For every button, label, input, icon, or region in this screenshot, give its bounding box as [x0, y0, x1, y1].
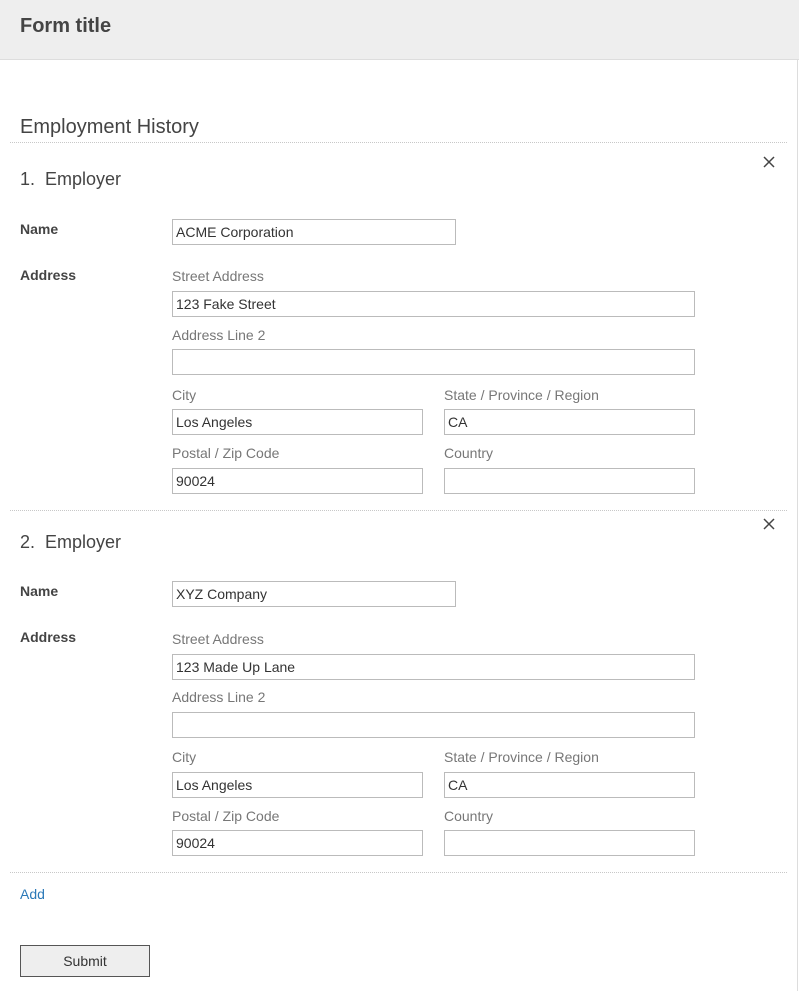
state-label: State / Province / Region [444, 749, 599, 765]
country-input[interactable] [444, 468, 695, 494]
street-address-label: Street Address [172, 631, 264, 647]
postal-code-label: Postal / Zip Code [172, 808, 280, 824]
state-input[interactable] [444, 409, 695, 435]
state-input[interactable] [444, 772, 695, 798]
form-right-border [797, 59, 798, 991]
address-line-2-label: Address Line 2 [172, 327, 266, 343]
address-label: Address [20, 629, 77, 645]
close-icon [761, 516, 777, 532]
state-label: State / Province / Region [444, 387, 599, 403]
close-icon [761, 154, 777, 170]
remove-employer-2-button[interactable] [761, 516, 777, 532]
postal-code-label: Postal / Zip Code [172, 445, 280, 461]
add-employer-link[interactable]: Add [20, 886, 45, 902]
address-line-2-input[interactable] [172, 712, 695, 738]
form-title: Form title [20, 15, 112, 37]
remove-employer-1-button[interactable] [761, 154, 777, 170]
street-address-label: Street Address [172, 268, 264, 284]
address-label: Address [20, 267, 77, 283]
country-input[interactable] [444, 830, 695, 856]
postal-code-input[interactable] [172, 468, 423, 494]
postal-code-input[interactable] [172, 830, 423, 856]
entries-end-divider [10, 872, 787, 873]
form-header [0, 0, 799, 60]
submit-button[interactable]: Submit [20, 945, 150, 977]
employer-name-input[interactable] [172, 219, 456, 245]
entry-divider [10, 510, 787, 511]
country-label: Country [444, 445, 494, 461]
city-input[interactable] [172, 409, 423, 435]
address-line-2-input[interactable] [172, 349, 695, 375]
city-input[interactable] [172, 772, 423, 798]
address-line-2-label: Address Line 2 [172, 689, 266, 705]
country-label: Country [444, 808, 494, 824]
employer-name-input[interactable] [172, 581, 456, 607]
name-label: Name [20, 221, 59, 237]
street-address-input[interactable] [172, 654, 695, 680]
name-label: Name [20, 583, 59, 599]
section-title: Employment History [20, 116, 199, 138]
street-address-input[interactable] [172, 291, 695, 317]
employer-title: 1. Employer [20, 169, 122, 189]
city-label: City [172, 749, 197, 765]
city-label: City [172, 387, 197, 403]
employer-title: 2. Employer [20, 532, 122, 552]
section-divider [10, 142, 787, 143]
